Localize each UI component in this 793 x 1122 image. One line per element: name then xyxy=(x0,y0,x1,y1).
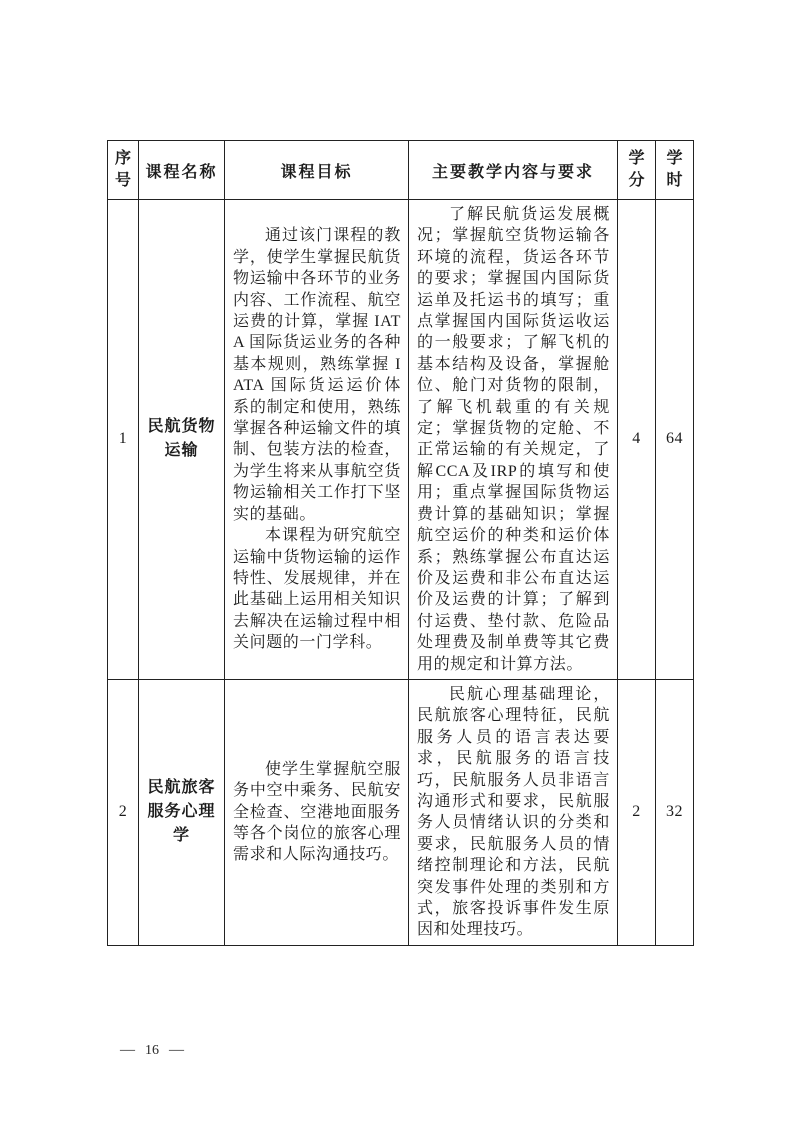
header-no xyxy=(108,141,139,200)
objectives-paragraph: 通过该门课程的教学，使学生掌握民航货物运输中各环节的业务内容、工作流程、航空运费的计算，掌握 IATA 国际货运业务的各种基本规则，熟练掌握 IATA 国际货运运价体系的制定和使用，熟练掌握各种运输文件的填制、包装方法的检查，为学生将来从事航空货物运输相关工作打下坚实的基础。 xyxy=(233,227,401,523)
table-row xyxy=(108,679,694,945)
cell-credits: 2 xyxy=(618,679,656,945)
cell-row-number: 1 xyxy=(108,200,139,680)
header-no-label: 序号 xyxy=(114,150,131,189)
cell-course-name: 民航货物运输 xyxy=(139,200,225,680)
cell-course-objectives xyxy=(225,200,409,680)
table-row xyxy=(108,200,694,680)
cell-teaching-content xyxy=(409,679,618,945)
header-hours xyxy=(656,141,694,200)
footer-dash-left: — xyxy=(120,1042,135,1058)
cell-hours: 64 xyxy=(656,200,694,680)
content-paragraph: 民航心理基础理论，民航旅客心理特征，民航服务人员的语言表达要求，民航服务的语言技巧，民航服务人员非语言沟通形式和要求，民航服务人员情绪认识的分类和要求，民航服务人员的情绪控制理论和方法，民航突发事件处理的类别和方式，旅客投诉事件发生原因和处理技巧。 xyxy=(417,685,610,939)
cell-course-objectives xyxy=(225,679,409,945)
footer-dash-right: — xyxy=(169,1042,184,1058)
objectives-paragraph: 使学生掌握航空服务中空中乘务、民航安全检查、空港地面服务等各个岗位的旅客心理需求和人际沟通技巧。 xyxy=(233,760,401,864)
page-number: 16 xyxy=(145,1042,159,1058)
header-content: 主要教学内容与要求 xyxy=(409,141,618,200)
header-objectives: 课程目标 xyxy=(225,141,409,200)
cell-hours: 32 xyxy=(656,679,694,945)
cell-credits: 4 xyxy=(618,200,656,680)
header-hours-label: 学时 xyxy=(666,150,683,189)
header-course-name: 课程名称 xyxy=(139,141,225,200)
cell-course-name: 民航旅客服务心理学 xyxy=(139,679,225,945)
cell-row-number: 2 xyxy=(108,679,139,945)
objectives-paragraph: 本课程为研究航空运输中货物运输的运作特性、发展规律，并在此基础上运用相关知识去解决在运输过程中相关问题的一门学科。 xyxy=(233,527,401,652)
header-credits-label: 学分 xyxy=(628,150,645,189)
header-credits xyxy=(618,141,656,200)
table-header-row xyxy=(108,141,694,200)
cell-teaching-content xyxy=(409,200,618,680)
content-paragraph: 了解民航货运发展概况；掌握航空货物运输各环境的流程，货运各环节的要求；掌握国内国际货运单及托运书的填写；重点掌握国内国际货运收运的一般要求；了解飞机的基本结构及设备，掌握舱位、舱门对货物的限制，了解飞机载重的有关规定；掌握货物的定舱、不正常运输的有关规定，了解CCA及IRP的填写和使用；重点掌握国际货物运费计算的基础知识；掌握航空运价的种类和运价体系；熟练掌握公布直达运价及运费和非公布直达运价及运费的计算；了解到付运费、垫付款、危险品处理费及制单费等其它费用的规定和计算方法。 xyxy=(417,206,610,673)
page-number-footer xyxy=(120,1042,184,1059)
course-table xyxy=(107,140,694,946)
